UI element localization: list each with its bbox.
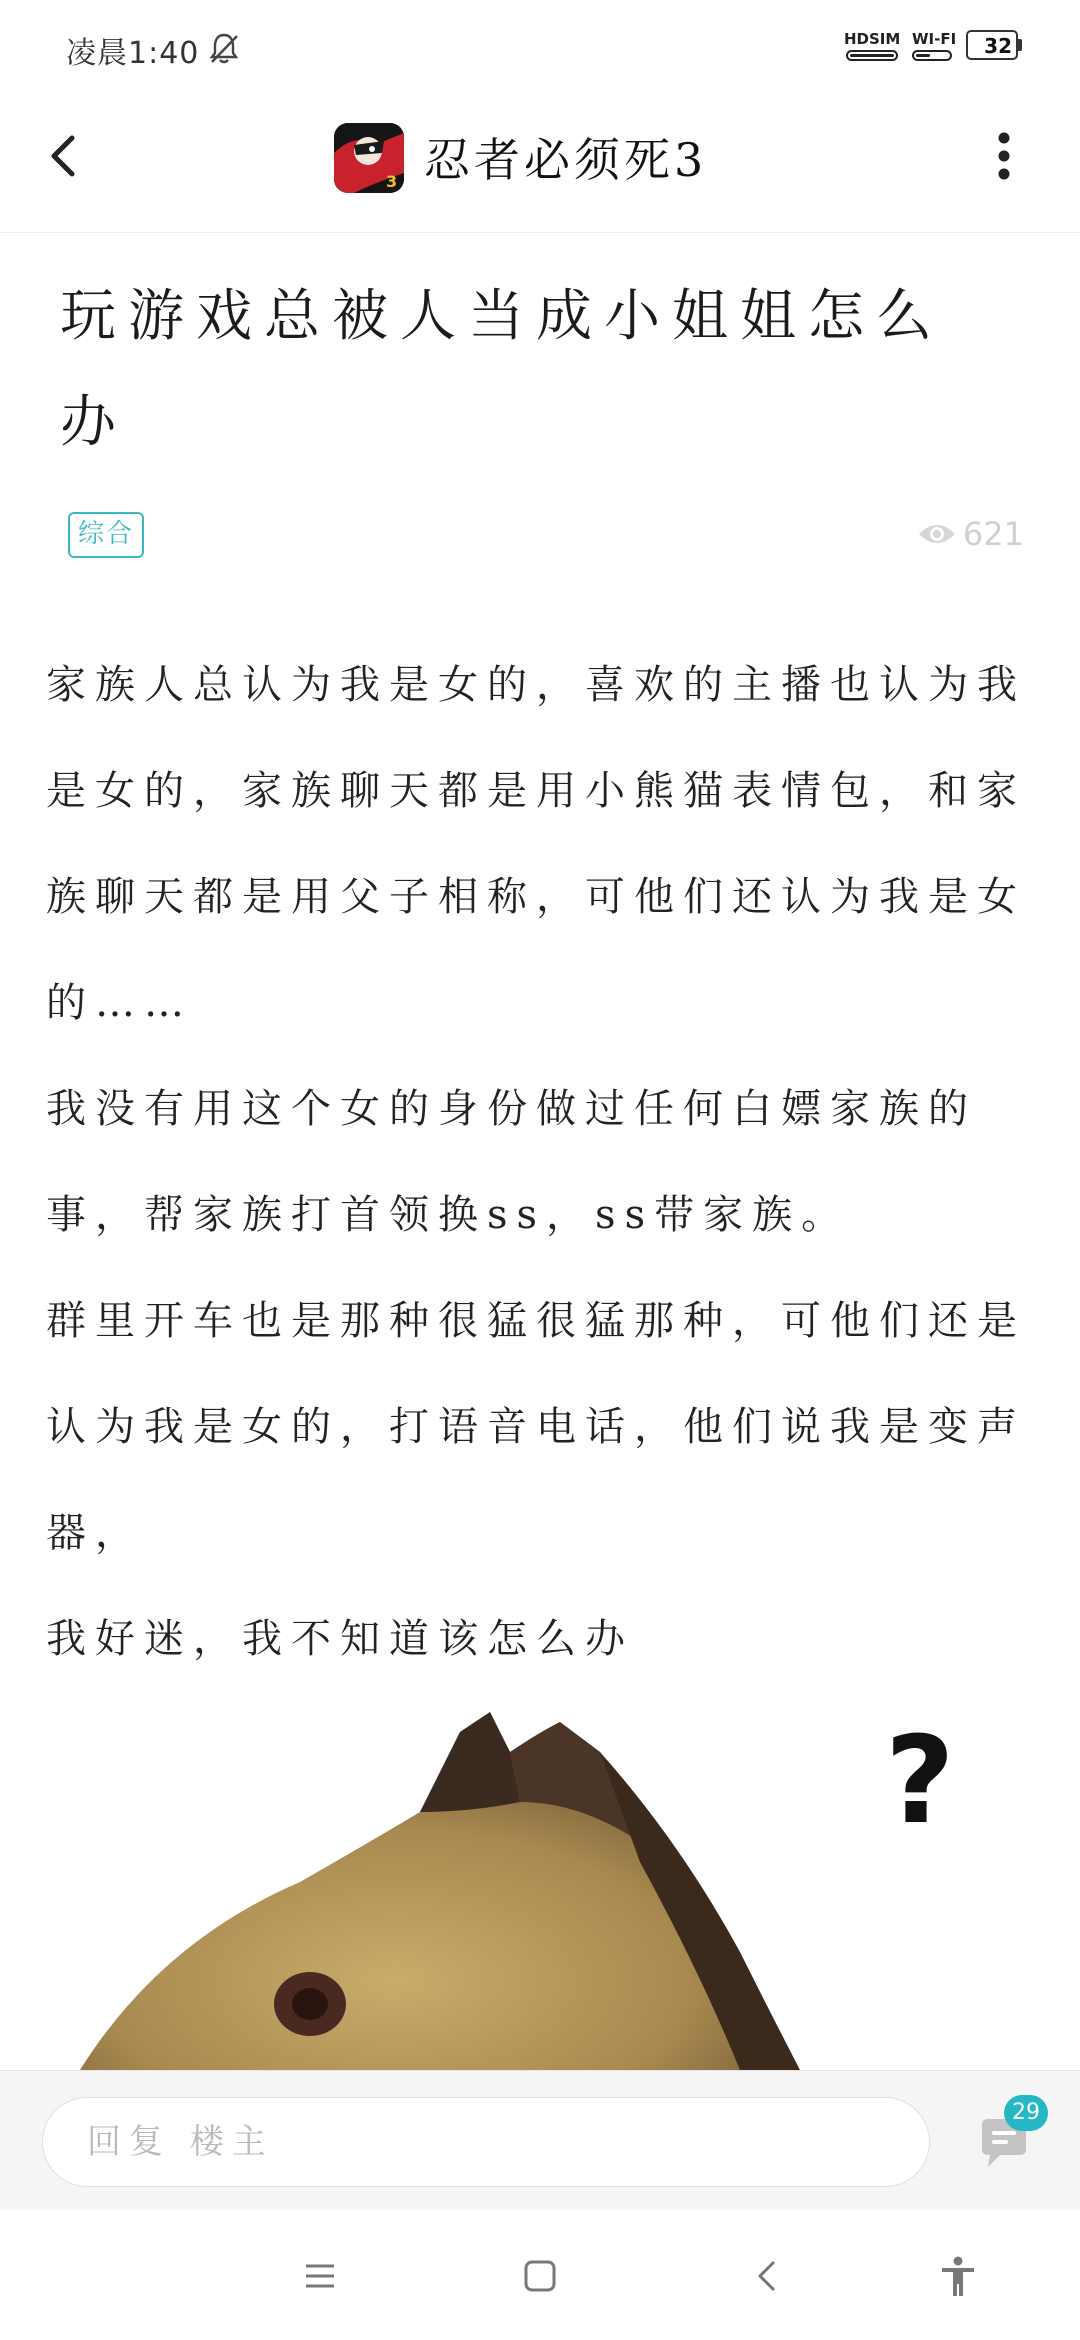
app-logo-icon[interactable] (334, 123, 404, 193)
reply-bar (0, 2070, 1080, 2211)
reply-input[interactable]: 回复 楼主 (42, 2097, 930, 2187)
body-paragraph: 我好迷，我不知道该怎么办 (46, 1616, 634, 1662)
sim-label: HDSIM (844, 30, 901, 48)
body-paragraph: 群里开车也是那种很猛很猛那种，可他们还是认为我是女的，打语音电话，他们说我是变声器， (46, 1298, 1026, 1556)
system-nav-bar (0, 2210, 1080, 2340)
wifi-label: WI-FI (912, 30, 957, 48)
svg-text:?: ? (885, 1712, 955, 1851)
home-square-icon[interactable] (516, 2252, 564, 2300)
battery-tip (1018, 39, 1022, 51)
svg-text:3: 3 (386, 172, 398, 191)
category-tag[interactable]: 综合 (68, 512, 144, 558)
post-title: 玩游戏总被人当成小姐姐怎么办 (60, 284, 944, 455)
body-paragraph: 家族人总认为我是女的，喜欢的主播也认为我是女的，家族聊天都是用小熊猫表情包，和家族聊天都是用父子相称，可他们还认为我是女的…… (46, 662, 1026, 1026)
wifi-icon (912, 50, 952, 61)
status-bar (0, 0, 1080, 96)
app-header (0, 96, 1080, 233)
cat-meme-image (40, 1692, 1040, 2070)
status-time: 凌晨1:40 (66, 36, 200, 71)
battery-level: 32 (984, 34, 1012, 58)
eye-icon (917, 520, 957, 548)
view-count (917, 512, 1024, 556)
view-count-number: 621 (962, 515, 1024, 553)
back-triangle-icon[interactable] (744, 2252, 792, 2300)
post-body (46, 632, 1036, 1692)
battery-icon (966, 30, 1018, 60)
accessibility-icon[interactable] (934, 2252, 982, 2300)
more-vertical-icon[interactable] (984, 126, 1024, 186)
app-title[interactable]: 忍者必须死3 (424, 133, 708, 187)
post-image[interactable] (40, 1692, 1040, 2070)
chevron-left-icon[interactable] (36, 126, 96, 186)
body-paragraph: 我没有用这个女的身份做过任何白嫖家族的事，帮家族打首领换ss，ss带家族。 (46, 1086, 977, 1238)
menu-icon[interactable] (296, 2252, 344, 2300)
comment-count-badge: 29 (1004, 2095, 1048, 2131)
mute-bell-icon (206, 30, 242, 66)
hdsim-signal-icon (846, 50, 898, 61)
